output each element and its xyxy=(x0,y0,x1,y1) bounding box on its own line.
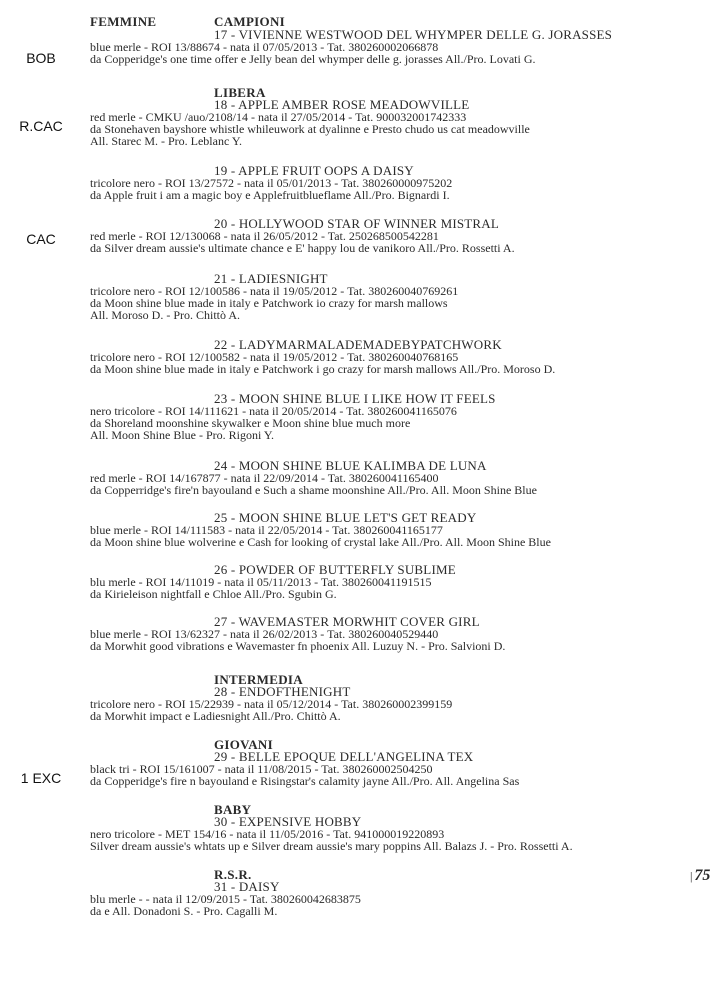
entry-title: 31 - DAISY xyxy=(214,879,280,894)
entry-title: 19 - APPLE FRUIT OOPS A DAISY xyxy=(214,163,414,178)
entry-owner: All. Moroso D. - Pro. Chittò A. xyxy=(90,308,241,322)
award-bob: BOB xyxy=(26,50,56,66)
entry-27 xyxy=(90,615,690,652)
section-intermedia: INTERMEDIA xyxy=(214,672,303,687)
page-number-value: 75 xyxy=(694,867,711,884)
entry-parents-owner: da Morwhit impact e Ladiesnight All./Pro. Chittò A. xyxy=(90,709,341,723)
entry-18 xyxy=(90,98,690,147)
entry-parents-owner: da Apple fruit i am a magic boy e Applefruitblueflame All./Pro. Bignardi I. xyxy=(90,188,450,202)
award-cac: CAC xyxy=(26,231,56,247)
entry-parents: da Moon shine blue made in italy e Patchwork io crazy for marsh mallows xyxy=(90,296,448,310)
entry-31 xyxy=(90,880,690,917)
page-number-divider: | xyxy=(690,869,693,883)
entry-title: 26 - POWDER OF BUTTERFLY SUBLIME xyxy=(214,562,456,577)
entry-parents-owner: da Moon shine blue wolverine e Cash for looking of crystal lake All./Pro. All. Moon Shine Blue xyxy=(90,535,551,549)
entry-23 xyxy=(90,392,690,441)
entry-title: 25 - MOON SHINE BLUE LET'S GET READY xyxy=(214,510,477,525)
entry-details: red merle - ROI 14/167877 - nata il 22/09/2014 - Tat. 380260041165400 xyxy=(90,471,439,485)
entry-parents-owner: Silver dream aussie's whtats up e Silver dream aussie's mary poppins All. Balazs J. - Pro. Rossetti A. xyxy=(90,839,573,853)
entry-details: red merle - ROI 12/130068 - nata il 26/05/2012 - Tat. 250268500542281 xyxy=(90,229,439,243)
entry-details: tricolore nero - ROI 13/27572 - nata il 05/01/2013 - Tat. 380260000975202 xyxy=(90,176,453,190)
entry-details: blue merle - ROI 13/88674 - nata il 07/05/2013 - Tat. 380260002066878 xyxy=(90,40,439,54)
entry-owner: All. Moon Shine Blue - Pro. Rigoni Y. xyxy=(90,428,275,442)
entry-parents-owner: da Silver dream aussie's ultimate chance e E' happy lou de vanikoro All./Pro. Rossetti A. xyxy=(90,241,515,255)
entry-title: 18 - APPLE AMBER ROSE MEADOWVILLE xyxy=(214,97,470,112)
entry-details: nero tricolore - MET 154/16 - nata il 11/05/2016 - Tat. 941000019220893 xyxy=(90,827,445,841)
entry-parents-owner: da Copperidge's one time offer e Jelly bean del whymper delle g. jorasses All./Pro. Lovati G. xyxy=(90,52,536,66)
entry-title: 28 - ENDOFTHENIGHT xyxy=(214,684,351,699)
entry-parents-owner: da Morwhit good vibrations e Wavemaster fn phoenix All. Luzuy N. - Pro. Salvioni D. xyxy=(90,639,506,653)
entry-title: 27 - WAVEMASTER MORWHIT COVER GIRL xyxy=(214,614,480,629)
entry-title: 30 - EXPENSIVE HOBBY xyxy=(214,814,362,829)
entry-parents-owner: da Kirieleison nightfall e Chloe All./Pro. Sgubin G. xyxy=(90,587,337,601)
section-baby: BABY xyxy=(214,802,252,817)
entry-details: blu merle - - nata il 12/09/2015 - Tat. 380260042683875 xyxy=(90,892,361,906)
entry-details: tricolore nero - ROI 15/22939 - nata il 05/12/2014 - Tat. 380260002399159 xyxy=(90,697,453,711)
entry-title: 21 - LADIESNIGHT xyxy=(214,271,328,286)
section-rsr: R.S.R. xyxy=(214,867,252,882)
section-libera: LIBERA xyxy=(214,85,266,100)
section-giovani: GIOVANI xyxy=(214,737,273,752)
entry-parents-owner: da Copperidge's fire n bayouland e Risingstar's calamity jayne All./Pro. All. Angelina Sas xyxy=(90,774,520,788)
entry-details: tricolore nero - ROI 12/100582 - nata il 19/05/2012 - Tat. 380260040768165 xyxy=(90,350,459,364)
sex-heading: FEMMINE xyxy=(90,14,157,29)
entry-title: 22 - LADYMARMALADEMADEBYPATCHWORK xyxy=(214,337,502,352)
entry-details: black tri - ROI 15/161007 - nata il 11/08/2015 - Tat. 380260002504250 xyxy=(90,762,433,776)
entry-details: tricolore nero - ROI 12/100586 - nata il 19/05/2012 - Tat. 380260040769261 xyxy=(90,284,459,298)
award-rcac: R.CAC xyxy=(19,118,63,134)
entry-parents: da Shoreland moonshine skywalker e Moon shine blue much more xyxy=(90,416,411,430)
entry-26 xyxy=(90,563,690,600)
entry-title: 17 - VIVIENNE WESTWOOD DEL WHYMPER DELLE G. JORASSES xyxy=(214,27,613,42)
entry-details: blu merle - ROI 14/11019 - nata il 05/11/2013 - Tat. 380260041191515 xyxy=(90,575,432,589)
entry-parents-owner: da Copperridge's fire'n bayouland e Such a shame moonshine All./Pro. All. Moon Shine Blue xyxy=(90,483,537,497)
entry-parents: da Stonehaven bayshore whistle whileuwork at dyalinne e Presto chudo us cat meadowville xyxy=(90,122,530,136)
entry-21 xyxy=(90,272,690,321)
entry-25 xyxy=(90,511,690,548)
entry-22 xyxy=(90,338,690,375)
entry-details: blue merle - ROI 13/62327 - nata il 26/02/2013 - Tat. 380260040529440 xyxy=(90,627,439,641)
entry-title: 23 - MOON SHINE BLUE I LIKE HOW IT FEELS xyxy=(214,391,496,406)
entry-29 xyxy=(90,750,690,787)
entry-24 xyxy=(90,459,690,496)
entry-title: 29 - BELLE EPOQUE DELL'ANGELINA TEX xyxy=(214,749,474,764)
entry-owner: All. Starec M. - Pro. Leblanc Y. xyxy=(90,134,242,148)
entry-details: red merle - CMKU /auo/2108/14 - nata il 27/05/2014 - Tat. 900032001742333 xyxy=(90,110,467,124)
entry-title: 24 - MOON SHINE BLUE KALIMBA DE LUNA xyxy=(214,458,487,473)
entry-19 xyxy=(90,164,690,201)
entry-17 xyxy=(90,28,690,65)
entry-parents-owner: da Moon shine blue made in italy e Patchwork i go crazy for marsh mallows All./Pro. Moroso D. xyxy=(90,362,556,376)
page-number xyxy=(690,867,710,885)
entry-details: blue merle - ROI 14/111583 - nata il 22/05/2014 - Tat. 380260041165177 xyxy=(90,523,443,537)
entry-28 xyxy=(90,685,690,722)
class-heading-campioni: CAMPIONI xyxy=(214,14,286,29)
entry-details: nero tricolore - ROI 14/111621 - nata il 20/05/2014 - Tat. 380260041165076 xyxy=(90,404,457,418)
award-exc: 1 EXC xyxy=(20,770,62,786)
entry-parents-owner: da e All. Donadoni S. - Pro. Cagalli M. xyxy=(90,904,278,918)
entry-20 xyxy=(90,217,690,254)
entry-title: 20 - HOLLYWOOD STAR OF WINNER MISTRAL xyxy=(214,216,500,231)
entry-30 xyxy=(90,815,690,852)
